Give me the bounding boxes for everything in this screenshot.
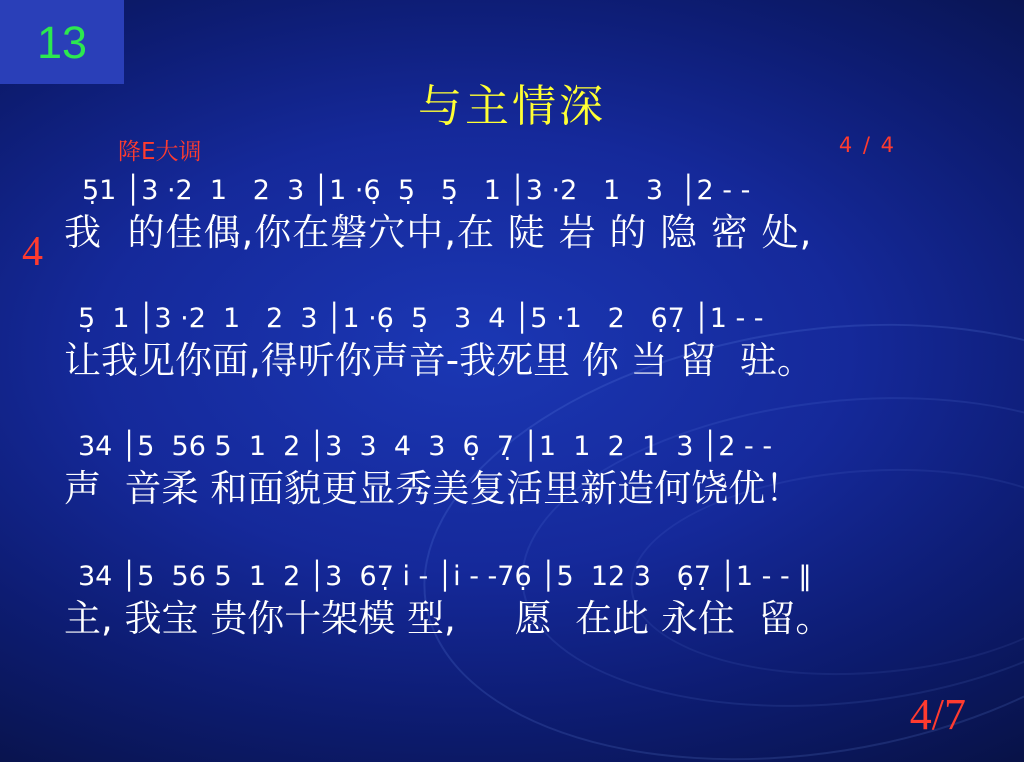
page-number-text: 13 <box>36 16 88 68</box>
lyrics-line: 让我见你面,得听你声音-我死里 你 当 留 驻。 <box>64 338 814 382</box>
numbered-notation-line: 5̣ 1 │3 ·2 1 2 3 │1 ·6̣ 5̣ 3 4 │5 ·1 2 6̣7̣ │1 - - <box>78 303 764 334</box>
time-signature-label: 4 / 4 <box>838 133 896 157</box>
key-signature-label: 降E大调 <box>118 139 202 165</box>
beat-mark-label: 4 <box>22 229 43 275</box>
lyrics-line: 我 的佳偶,你在磐穴中,在 陡 岩 的 隐 密 处, <box>64 210 813 254</box>
lyrics-line: 声 音柔 和面貌更显秀美复活里新造何饶优！ <box>64 466 803 510</box>
music-system <box>60 432 978 510</box>
numbered-notation-line: 5̣1 │3 ·2 1 2 3 │1 ·6̣ 5̣ 5̣ 1 │3 ·2 1 3 │2 - - <box>82 175 751 206</box>
music-system <box>60 562 978 640</box>
lyrics-line: 主, 我宝 贵你十架模 型, 愿 在此 永住 留。 <box>64 596 833 640</box>
numbered-notation-line: 34 │5 56 5 1 2 │3 3 4 3 6̣ 7̣ │1 1 2 1 3 │2 - - <box>78 431 773 462</box>
music-system <box>60 304 978 382</box>
page-title: 与主情深 <box>418 81 606 132</box>
numbered-notation-line: 34 │5 56 5 1 2 │3 67̣ i̇ - │i̇ - -76̣ │5 12 3 6̣7̣ │1 - - ‖ <box>78 561 812 592</box>
music-system <box>60 176 978 254</box>
background-swoosh-2 <box>506 367 1024 737</box>
page-counter: 4/7 <box>909 690 966 739</box>
